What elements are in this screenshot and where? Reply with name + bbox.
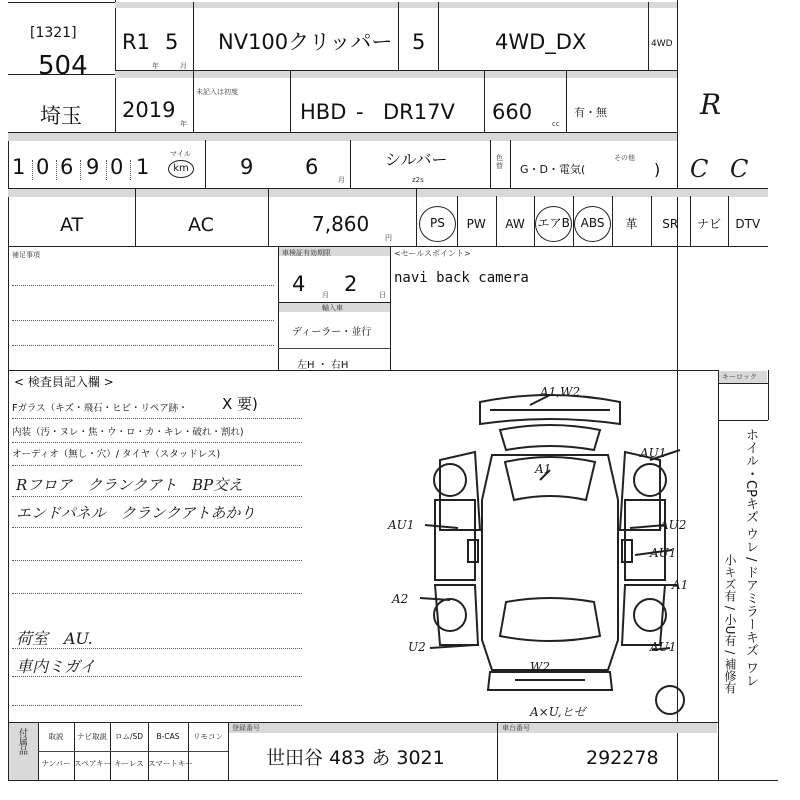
month-unit: 月 xyxy=(180,62,187,70)
row-line xyxy=(38,751,228,752)
divider xyxy=(648,2,649,70)
note-2: エンドパネル クランクアトあかり xyxy=(16,504,256,522)
equipment-item: 革 xyxy=(625,217,638,231)
dotted-line xyxy=(12,593,302,594)
damage-mark: W2 xyxy=(530,660,550,674)
digit-separator xyxy=(32,160,33,180)
accessory-cell: 取説 xyxy=(48,732,64,741)
grade-num: 5 xyxy=(412,30,426,54)
wheel-lf xyxy=(434,464,466,496)
sales-point-label: <セールスポイント> xyxy=(394,249,471,258)
note-1: Rフロア クランクアト BP交え xyxy=(16,476,244,494)
month-label: 月 xyxy=(322,291,329,299)
model-code: DR17V xyxy=(383,100,455,124)
damage-mark: AU2 xyxy=(660,518,687,532)
accessory-cell: ナビ取説 xyxy=(77,732,107,741)
accessory-cell: スマートキー xyxy=(148,759,193,768)
mark-2: C xyxy=(730,155,749,183)
first-reg-year: 2019 xyxy=(122,98,176,122)
label-strip xyxy=(8,189,768,197)
label-strip xyxy=(115,71,677,78)
lot-number: 504 xyxy=(38,51,88,81)
dotted-line xyxy=(12,560,302,561)
glass-mark: X 要) xyxy=(222,395,258,413)
damage-mark: A2 xyxy=(392,592,409,606)
color-code: z2s xyxy=(412,176,424,184)
row-line xyxy=(278,348,390,349)
damage-mark: AU1 xyxy=(650,640,677,654)
model-prefix: HBD xyxy=(300,100,347,124)
divider xyxy=(416,188,417,246)
dotted-line xyxy=(12,527,302,528)
divider xyxy=(490,140,491,188)
other-label: その他 xyxy=(614,154,635,162)
divider xyxy=(496,196,497,246)
mileage-digit: 1 xyxy=(136,155,150,179)
lot-underline xyxy=(8,74,115,75)
divider xyxy=(390,246,391,370)
handle-mark: R xyxy=(700,88,722,121)
plate: 世田谷 483 あ 3021 xyxy=(266,747,445,769)
divider xyxy=(612,196,613,246)
sales-point: navi back camera xyxy=(394,270,529,286)
recycle-fee: 7,860 xyxy=(312,212,370,236)
yen-unit: 円 xyxy=(385,234,392,242)
dotted-line xyxy=(12,345,274,346)
right-rear-panel xyxy=(622,585,665,645)
inspector-title: < 検査員記入欄 > xyxy=(14,375,114,389)
notes-label: 補足事項 xyxy=(12,251,40,259)
damage-mark: A1 xyxy=(672,578,689,592)
equipment-item: PS xyxy=(419,206,456,242)
year-unit: 年 xyxy=(152,62,159,70)
divider xyxy=(438,2,439,70)
divider xyxy=(484,70,485,132)
accessory-cell: リモコン xyxy=(193,732,223,741)
color: シルバー xyxy=(385,150,448,169)
dotted-line xyxy=(12,285,274,286)
left-rear-panel xyxy=(435,585,478,645)
damage-mark: A1,W2 xyxy=(540,385,581,399)
aircon: AC xyxy=(188,214,214,236)
accessory-cell: B-CAS xyxy=(156,732,180,741)
rear-window xyxy=(500,598,600,641)
equipment-item: SR xyxy=(662,217,679,231)
mileage-digit: 6 xyxy=(60,155,74,179)
fuel: G・D・電気( xyxy=(520,163,586,176)
roof-body xyxy=(482,455,618,670)
dotted-line xyxy=(12,496,302,497)
chassis: 292278 xyxy=(586,747,659,769)
accessory-cell: ロム/SD xyxy=(114,732,144,741)
inspection-year: 9 xyxy=(240,155,254,179)
wheel-rr xyxy=(634,599,666,631)
valid-day: 2 xyxy=(344,272,358,296)
cc-unit: cc xyxy=(552,120,560,128)
accessory-cell: キーレス xyxy=(114,759,144,768)
note-3: 荷室 AU. xyxy=(16,629,93,648)
year-suffix: 年 xyxy=(180,120,187,128)
damage-mark: AU1 xyxy=(640,446,667,460)
key-label: キーロック xyxy=(722,373,757,381)
row-line xyxy=(8,370,718,371)
reg-label: 登録番号 xyxy=(232,724,260,732)
divider xyxy=(398,2,399,70)
dealer-label: 輸入車 xyxy=(322,304,343,312)
divider xyxy=(573,196,574,246)
wheel-rf xyxy=(634,464,666,496)
mileage-digit: 1 xyxy=(12,155,26,179)
dotted-line xyxy=(12,442,302,443)
chassis-label: 車台番号 xyxy=(502,724,530,732)
damage-mark: A×U,ヒゼ xyxy=(530,705,586,719)
divider xyxy=(193,70,194,132)
hood xyxy=(500,425,600,450)
accessory-cell: ナンバー xyxy=(41,759,71,768)
digit-separator xyxy=(56,160,57,180)
digit-separator xyxy=(80,160,81,180)
left-mirror xyxy=(468,540,478,562)
year-num: 5 xyxy=(165,30,179,54)
divider xyxy=(690,196,691,246)
dotted-line xyxy=(12,418,302,419)
digit-separator xyxy=(106,160,107,180)
label-strip xyxy=(229,723,497,733)
inspection-month: 6 xyxy=(305,155,319,179)
dotted-line xyxy=(12,320,274,321)
damage-mark: AU1 xyxy=(388,518,415,532)
glass: Fガラス（キズ・飛石・ヒビ・リペア跡・ xyxy=(12,403,188,414)
fuel-close: ) xyxy=(654,160,661,179)
year-era: R1 xyxy=(122,30,150,54)
divider xyxy=(290,70,291,132)
valid-label: 車検証有効期限 xyxy=(282,249,331,257)
frame-bottom xyxy=(8,780,778,781)
label-strip xyxy=(8,133,677,141)
transmission: AT xyxy=(60,214,84,236)
interior: 内装（汚・ヌレ・焦・ウ・ロ・カ・キレ・破れ・割れ) xyxy=(12,427,244,438)
spare-tire xyxy=(656,686,684,714)
valid-month: 4 xyxy=(292,272,306,296)
divider xyxy=(350,140,351,188)
divider xyxy=(728,196,729,246)
displacement: 660 xyxy=(492,100,533,124)
mileage-digit: 0 xyxy=(36,155,50,179)
digit-separator xyxy=(130,160,131,180)
equipment-item: PW xyxy=(466,217,486,231)
divider xyxy=(768,370,769,420)
mileage-digit: 0 xyxy=(110,155,124,179)
damage-mark: A1 xyxy=(535,462,552,476)
right-mirror xyxy=(622,540,632,562)
label-strip xyxy=(498,723,717,733)
month-suffix: 月 xyxy=(338,176,345,184)
divider xyxy=(651,196,652,246)
unit-mile: マイル xyxy=(170,150,191,158)
grade: 4WD_DX xyxy=(495,30,587,54)
dotted-line xyxy=(12,705,302,706)
wheel-lr xyxy=(434,599,466,631)
divider xyxy=(566,70,567,132)
accessory-cell: スペアキー xyxy=(74,759,112,768)
dotted-line xyxy=(12,465,302,466)
row-line xyxy=(718,420,768,421)
divider xyxy=(534,196,535,246)
side-note: ホイル・CPキズ ウレ / ドアミラーキズ ワレ xyxy=(743,428,758,687)
equipment-item: AW xyxy=(505,217,525,231)
side-note-2: 小キズ有 / 小U有 / 補修有 xyxy=(723,554,737,695)
model-name: NV100クリッパー xyxy=(218,30,393,54)
frame-left xyxy=(8,135,9,780)
frame-line xyxy=(115,0,116,135)
dotted-line xyxy=(12,676,302,677)
row-line xyxy=(718,383,768,384)
divider xyxy=(457,196,458,246)
footer-side-label: 付属品 xyxy=(17,728,27,755)
color-label: 色替 xyxy=(496,154,503,170)
unit-km: km xyxy=(168,160,194,178)
equipment-item: ABS xyxy=(574,206,611,242)
dotted-line xyxy=(12,648,302,649)
divider xyxy=(205,140,206,188)
equipment-item: ナビ xyxy=(696,217,721,231)
mileage-digit: 9 xyxy=(86,155,100,179)
damage-mark: AU1 xyxy=(650,546,677,560)
drive: 4WD xyxy=(651,39,673,49)
equipment-item: DTV xyxy=(735,217,761,231)
lot-code: [1321] xyxy=(30,25,77,41)
damage-mark: U2 xyxy=(408,640,426,654)
divider xyxy=(193,2,194,70)
dealer: ディーラー・並行 xyxy=(292,327,372,338)
mark-1: C xyxy=(690,155,709,183)
divider xyxy=(268,188,269,246)
equipment-item: エアB xyxy=(535,206,572,242)
divider xyxy=(135,188,136,246)
day-label: 日 xyxy=(379,291,386,299)
model-dash: - xyxy=(356,100,364,124)
divider xyxy=(510,140,511,188)
region: 埼玉 xyxy=(40,104,82,128)
audio: オーディオ（無し・穴）/ タイヤ（スタッドレス) xyxy=(12,449,221,460)
note-4: 車内ミガイ xyxy=(16,657,96,676)
first-reg-label: 未記入は初度 xyxy=(196,88,238,96)
label-strip xyxy=(115,2,677,8)
handle-side: 左H ・ 右H xyxy=(297,360,349,371)
ownership: 有・無 xyxy=(574,106,607,119)
